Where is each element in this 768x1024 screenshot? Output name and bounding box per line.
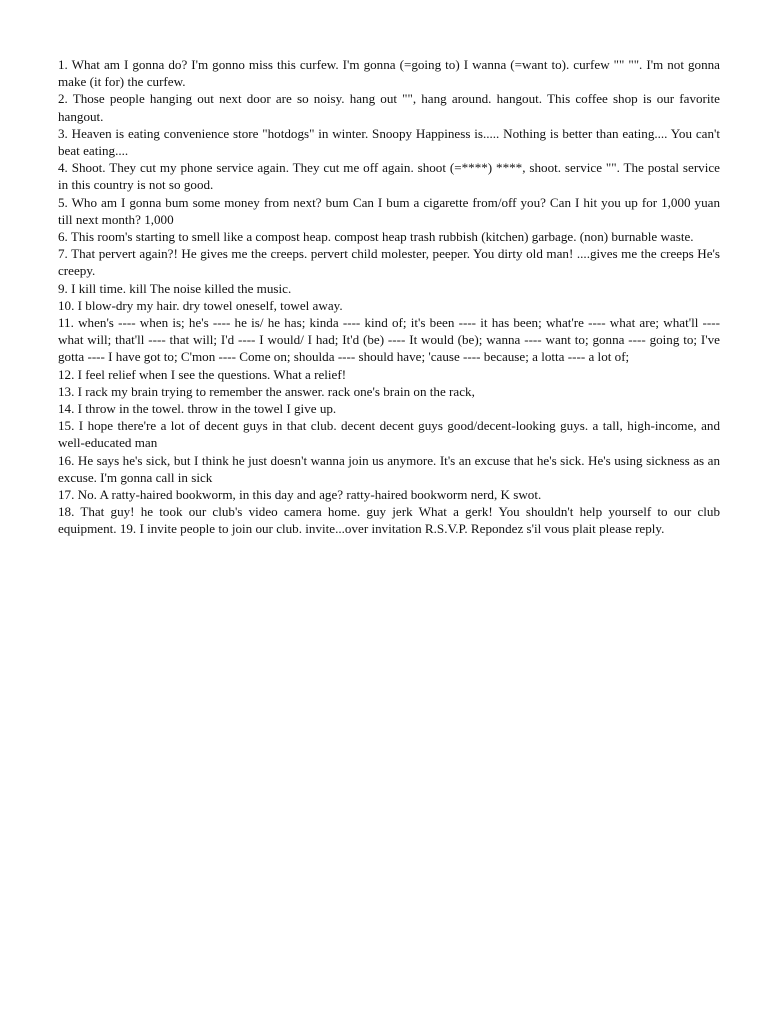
- entry-item: 17. No. A ratty-haired bookworm, in this day and age? ratty-haired bookworm nerd, K swot.: [58, 487, 542, 503]
- entry-item: 2. Those people hanging out next door are so noisy. hang out "", hang around. hangout. This coffee shop is our favorite hangout.: [58, 91, 720, 124]
- entry-item: 5. Who am I gonna bum some money from next? bum Can I bum a cigarette from/off you? Can I hit you up for 1,000 yuan till next month? 1,000: [58, 194, 720, 227]
- entry-item: 16. He says he's sick, but I think he just doesn't wanna join us anymore. It's an excuse that he's sick. He's using sickness as an excuse. I'm gonna call in sick: [58, 452, 720, 485]
- entry-item: 18. That guy! he took our club's video camera home. guy jerk What a gerk! You shouldn't help yourself to our club equipment. 19. I invite people to join our club. invite...over invitation R.S.V.P. Repondez s'il vous plait please reply.: [58, 504, 720, 537]
- entry-item: 14. I throw in the towel. throw in the towel I give up.: [58, 401, 337, 417]
- entry-item: 15. I hope there're a lot of decent guys in that club. decent decent guys good/decent-looking guys. a tall, high-income, and well-educated man: [58, 418, 720, 451]
- entry-item: 7. That pervert again?! He gives me the creeps. pervert child molester, peeper. You dirty old man! ....gives me the creeps He's creepy.: [58, 246, 720, 279]
- entry-item: 3. Heaven is eating convenience store "hotdogs" in winter. Snoopy Happiness is..... Nothing is better than eating.... You can't beat eating....: [58, 125, 720, 159]
- entry-list: [58, 56, 720, 538]
- document-page: [58, 48, 720, 538]
- entry-item: 6. This room's starting to smell like a compost heap. compost heap trash rubbish (kitchen) garbage. (non) burnable waste.: [58, 229, 694, 245]
- entry-item: 4. Shoot. They cut my phone service again. They cut me off again. shoot (=****) ****, shoot. service "". The postal service in this country is not so good.: [58, 160, 720, 193]
- entry-item: 13. I rack my brain trying to remember the answer. rack one's brain on the rack,: [58, 383, 475, 399]
- entry-item: 9. I kill time. kill The noise killed the music.: [58, 280, 292, 296]
- entry-item: 11. when's ---- when is; he's ---- he is/ he has; kinda ---- kind of; it's been ---- it has been; what're ---- what are; what'll ---- what will; that'll ---- that will; I'd ---- I would/ I had; It'd (be) ---- It would (be); wanna ---- want to; gonna ---- going to; I've gotta ---- I have got to; C'mon ---- Come on; shoulda ---- should have; 'cause ---- because; a lotta ---- a lot of;: [58, 315, 720, 365]
- entry-item: 10. I blow-dry my hair. dry towel oneself, towel away.: [58, 297, 343, 313]
- entry-item: 1. What am I gonna do? I'm gonno miss this curfew. I'm gonna (=going to) I wanna (=want to). curfew "" "". I'm not gonna make (it for) the curfew.: [58, 57, 720, 90]
- entry-item: 12. I feel relief when I see the questions. What a relief!: [58, 366, 347, 382]
